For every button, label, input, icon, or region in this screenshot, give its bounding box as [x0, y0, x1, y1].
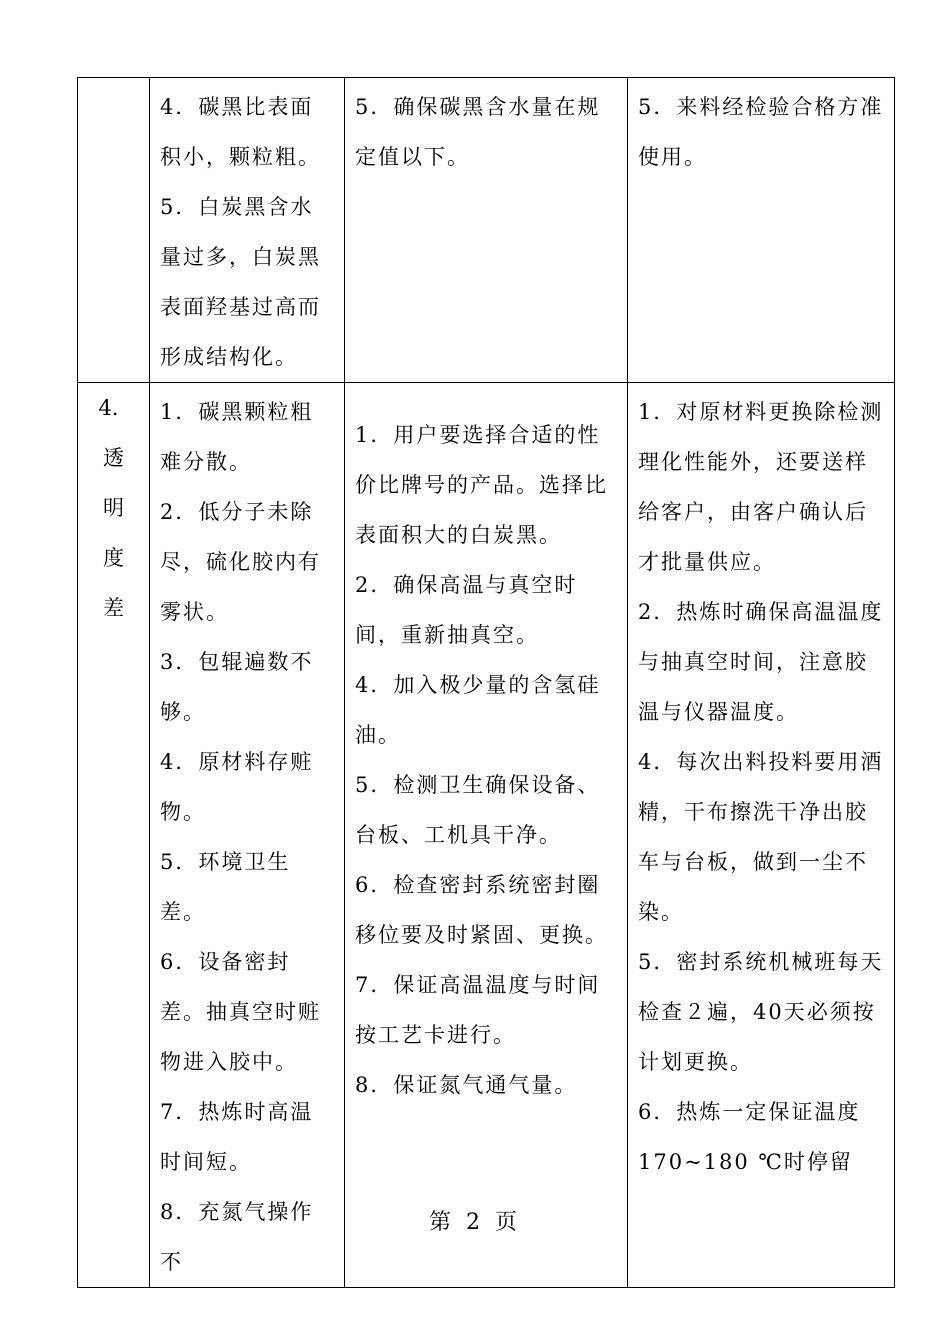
fix-text: 4．加入极少量的含氢硅油。 — [355, 673, 601, 747]
prevention-text: 5．来料经检验合格方准使用。 — [638, 95, 884, 169]
cause-text: 5．白炭黑含水量过多，白炭黑表面羟基过高而形成结构化。 — [160, 195, 321, 369]
cause-text: 1．碳黑颗粒粗难分散。 — [160, 400, 314, 474]
item-cell — [78, 383, 150, 1288]
table-row — [78, 78, 895, 383]
cause-text: 5．环境卫生差。 — [160, 850, 291, 924]
cause-text: 8．充氮气操作不 — [160, 1200, 314, 1274]
prevention-cell — [628, 383, 895, 1288]
cause-cell — [150, 383, 345, 1288]
cause-text: 6．设备密封差。抽真空时赃物进入胶中。 — [160, 950, 321, 1074]
fix-text: 7．保证高温温度与时间按工艺卡进行。 — [355, 973, 601, 1047]
fix-cell — [345, 383, 628, 1288]
prevention-text: 1．对原材料更换除检测理化性能外，还要送样给客户，由客户确认后才批量供应。 — [638, 400, 884, 574]
fix-cell — [345, 78, 628, 383]
fix-text: 1．用户要选择合适的性价比牌号的产品。选择比表面积大的白炭黑。 — [355, 423, 608, 547]
cause-text: 3．包辊遍数不够。 — [160, 650, 314, 724]
item-label: 4．透明度差 — [98, 396, 133, 620]
content-table — [77, 77, 895, 1288]
fix-text: 5．确保碳黑含水量在规定值以下。 — [355, 95, 601, 169]
fix-text: 8．保证氮气通气量。 — [355, 1073, 578, 1097]
prevention-cell — [628, 78, 895, 383]
prevention-text: 6．热炼一定保证温度170~180 ℃时停留 — [638, 1100, 861, 1174]
cause-text: 2．低分子未除尽，硫化胶内有雾状。 — [160, 500, 321, 624]
cause-text: 7．热炼时高温时间短。 — [160, 1100, 314, 1174]
cause-text: 4．碳黑比表面积小，颗粒粗。 — [160, 95, 321, 169]
cause-cell — [150, 78, 345, 383]
prevention-text: 2．热炼时确保高温温度与抽真空时间，注意胶温与仪器温度。 — [638, 600, 884, 724]
page-number: 第 2 页 — [429, 1210, 521, 1235]
prevention-text: 5．密封系统机械班每天检查２遍，40天必须按计划更换。 — [638, 950, 884, 1074]
cause-text: 4．原材料存赃物。 — [160, 750, 314, 824]
fix-text: 2．确保高温与真空时间，重新抽真空。 — [355, 573, 578, 647]
item-cell — [78, 78, 150, 383]
fix-text: 5．检测卫生确保设备、台板、工机具干净。 — [355, 773, 601, 847]
fix-text: 6．检查密封系统密封圈移位要及时紧固、更换。 — [355, 873, 608, 947]
table-row — [78, 383, 895, 1288]
prevention-text: 4．每次出料投料要用酒精，干布擦洗干净出胶车与台板，做到一尘不染。 — [638, 750, 884, 924]
